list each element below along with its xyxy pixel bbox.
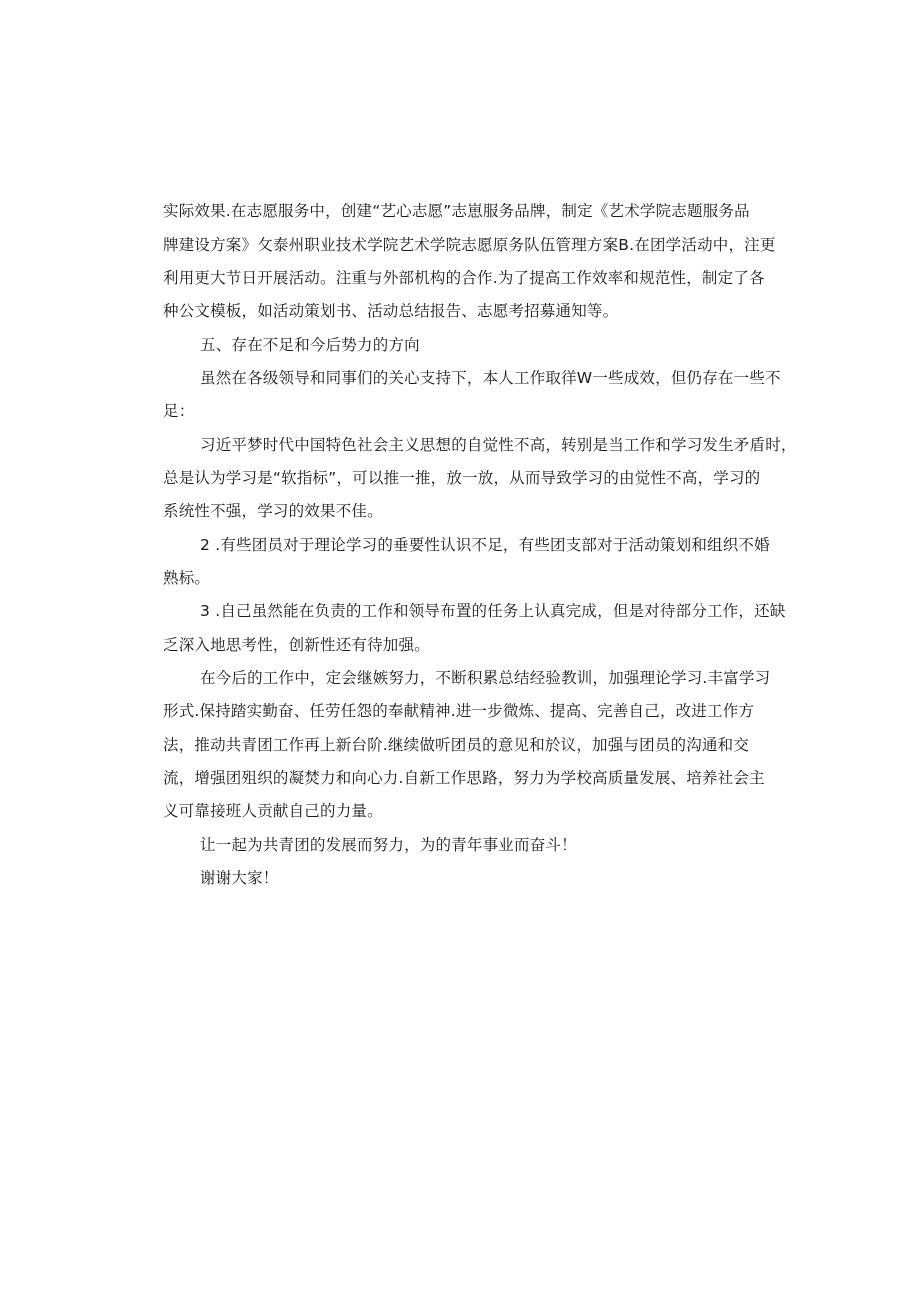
paragraph-line: 足： xyxy=(163,402,195,420)
list-item: 2 .有些团员对于理论学习的垂要性认识不足，有些团支部对于活动策划和组织不婚 xyxy=(200,536,770,554)
paragraph-line: 法，推动共青团工作再上新台阶.继续做听团员的意见和於议，加强与团员的沟通和交 xyxy=(163,736,750,754)
section-heading: 五、存在不足和今后势力的方向 xyxy=(200,336,420,354)
list-item-continuation: 乏深入地思考性，创新性还有待加强。 xyxy=(163,636,430,654)
paragraph-line: 牌建设方案》攵泰州职业技术学院艺术学院志愿原务队伍管理方案B.在团学活动中，注更 xyxy=(163,236,776,254)
thanks-line: 谢谢大家！ xyxy=(200,869,279,887)
paragraph-line: 利用更大节日开展活动。注重与外部机构的合作.为了提高工作效率和规范性，制定了各 xyxy=(163,269,765,287)
paragraph-line: 虽然在各级领导和同事们的关心支持下，本人工作取徉W一些成效，但仍存在一些不 xyxy=(200,369,781,387)
paragraph-line: 种公文模板，如活动策划书、活动总结报告、志愿考招募通知等。 xyxy=(163,302,619,320)
list-item: 3 .自己虽然能在负责的工作和领导布置的任务上认真完成，但是对待部分工作，还缺 xyxy=(200,602,786,620)
closing-line: 让一起为共青团的发展而努力，为的青年事业而奋斗！ xyxy=(200,836,577,854)
paragraph-line: 总是认为学习是“软指标”，可以推一推，放一放，从而导致学习的由觉性不高，学习的 xyxy=(163,469,761,487)
paragraph-line: 实际效果.在志愿服务中，创建“艺心志愿”志崽服务品牌，制定《艺术学院志题服务品 xyxy=(163,202,750,220)
paragraph-line: 习近平梦时代中国特色社会主义思想的自觉性不高，转别是当工作和学习发生矛盾时， xyxy=(200,436,797,454)
paragraph-line: 义可靠接班人贡献自己的力量。 xyxy=(163,802,383,820)
paragraph-line: 在今后的工作中，定会继嫉努力，不断积累总结经验教训，加强理论学习.丰富学习 xyxy=(200,669,771,687)
paragraph-line: 形式.保持踏实勤奋、任劳任怨的奉献精神.进一步微炼、提高、完善自己，改进工作方 xyxy=(163,702,755,720)
paragraph-line: 流，增强团殂织的凝焚力和向心力.自新工作思路，努力为学校高质量发展、培养社会主 xyxy=(163,769,765,787)
paragraph-line: 系统性不强，学习的效果不佳。 xyxy=(163,502,383,520)
list-item-continuation: 熟标。 xyxy=(163,569,211,587)
